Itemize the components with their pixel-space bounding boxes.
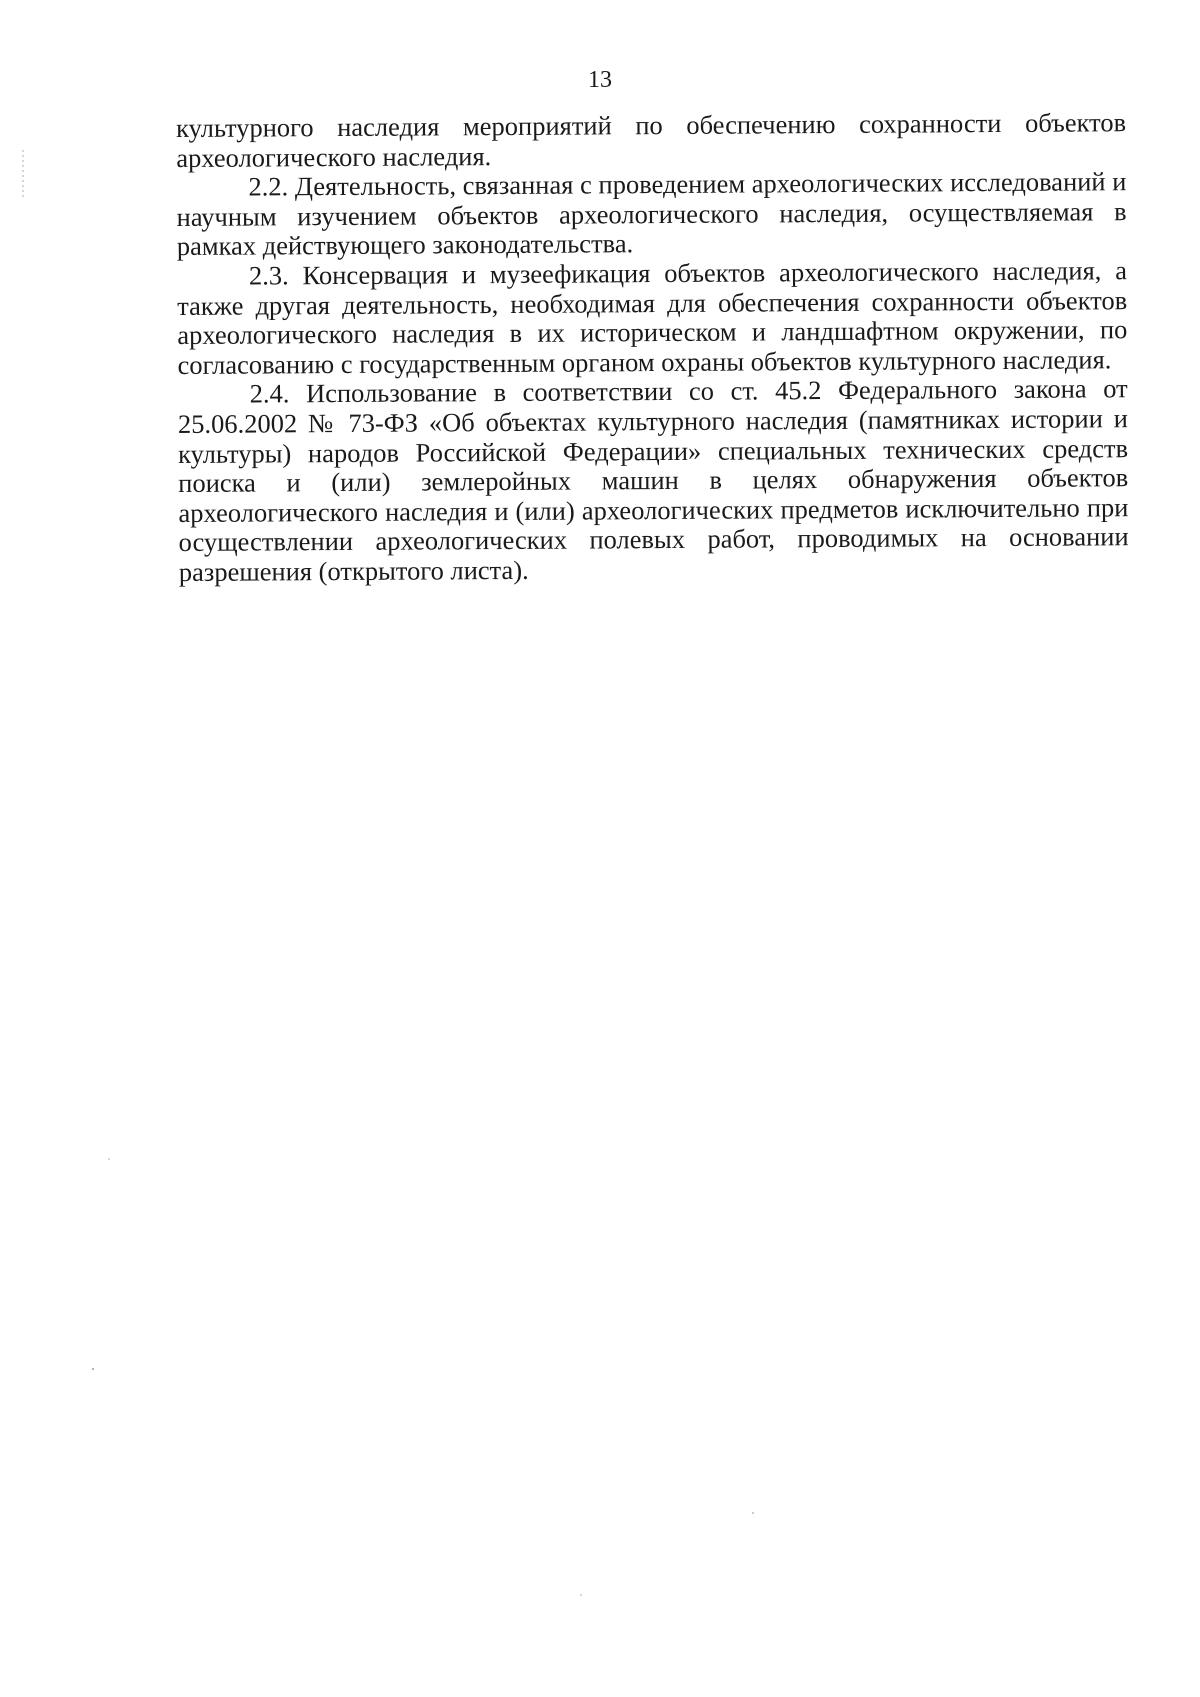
page-number: 13 — [588, 67, 612, 93]
paragraph-2-2: 2.2. Деятельность, связанная с проведением археологических исследований и научным изучением объектов археологического наследия, осуществляемая в рамках действующего законодательства. — [176, 166, 1127, 262]
scan-speck — [752, 1512, 754, 1514]
paragraph-2-4: 2.4. Использование в соответствии со ст. 45.2 Федерального закона от 25.06.2002 № 73-ФЗ «Об объектах культурного наследия (памятниках истории и культуры) народов Российской Федерации» специальных технических средств поиска и (или) землеройных машин в целях обнаружения объектов археологического наследия и (или) археологических предметов исключительно при осуществлении археологических полевых работ, проводимых на основании разрешения (открытого листа). — [177, 373, 1129, 587]
paragraph-2-3: 2.3. Консервация и музеефикация объектов археологического наследия, а также другая деятельность, необходимая для обеспечения сохранности объектов археологического наследия в их историческом и ландшафтном окружении, по согласованию с государственным органом охраны объектов культурного наследия. — [177, 255, 1128, 380]
scan-speck — [92, 1368, 94, 1370]
paragraph-continuation: культурного наследия мероприятий по обеспечению сохранности объектов археологического наследия. — [175, 107, 1127, 173]
scan-speck — [108, 1158, 110, 1160]
scan-margin-mark — [22, 150, 24, 200]
document-body — [176, 108, 1129, 587]
scan-speck — [580, 1594, 582, 1596]
